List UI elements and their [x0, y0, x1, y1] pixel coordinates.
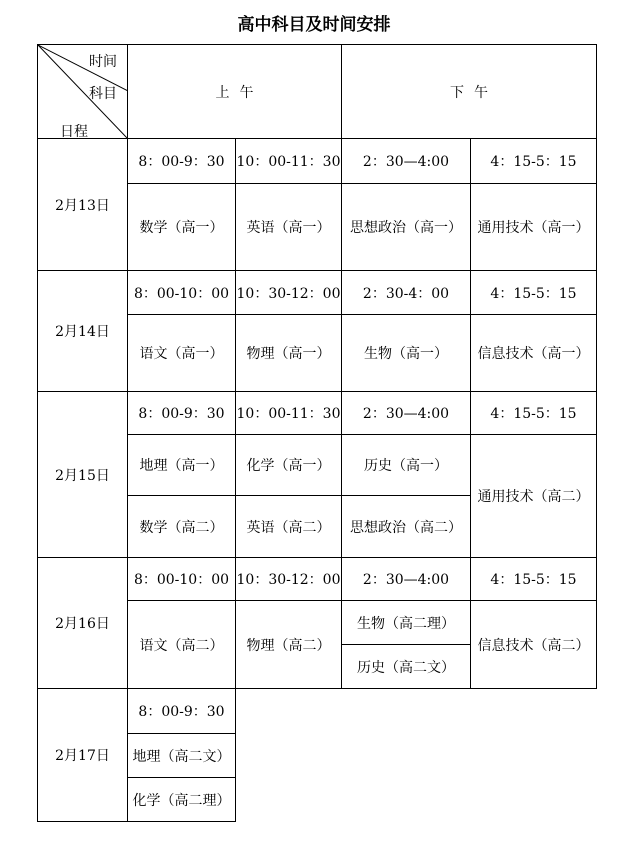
subject-cell: 思想政治（高一） — [342, 184, 471, 271]
time-cell: 2：30—4:00 — [342, 139, 471, 184]
page-title: 高中科目及时间安排 — [237, 15, 391, 35]
time-cell: 10：00-11：30 — [236, 139, 342, 184]
diagonal-header-cell — [38, 45, 128, 139]
subject-cell: 语文（高一） — [128, 315, 236, 392]
subject-cell: 信息技术（高一） — [471, 315, 597, 392]
afternoon-label: 下午 — [450, 84, 498, 101]
time-cell: 10：30-12：00 — [236, 271, 342, 315]
schedule-table — [37, 44, 597, 822]
header-afternoon — [342, 45, 597, 139]
time-cell: 4：15-5：15 — [471, 392, 597, 435]
time-cell: 10：30-12：00 — [236, 558, 342, 601]
date-cell: 2月16日 — [38, 558, 128, 689]
time-cell: 8：00-9：30 — [128, 689, 236, 734]
subject-cell: 地理（高一） — [128, 435, 236, 496]
date-cell: 2月15日 — [38, 392, 128, 558]
date-cell: 2月13日 — [38, 139, 128, 271]
subject-cell: 物理（高一） — [236, 315, 342, 392]
time-cell: 8：00-9：30 — [128, 392, 236, 435]
morning-label: 上午 — [215, 84, 264, 101]
header-subject-label: 科目 — [89, 86, 117, 102]
time-cell: 8：00-10：00 — [128, 271, 236, 315]
date-cell: 2月17日 — [38, 689, 128, 822]
time-cell: 8：00-10：00 — [128, 558, 236, 601]
time-cell: 8：00-9：30 — [128, 139, 236, 184]
empty-cell — [236, 689, 597, 822]
time-cell: 4：15-5：15 — [471, 271, 597, 315]
subject-cell: 信息技术（高二） — [471, 601, 597, 689]
subject-cell: 生物（高二理） — [342, 601, 471, 645]
subject-cell: 英语（高二） — [236, 496, 342, 558]
subject-cell: 语文（高二） — [128, 601, 236, 689]
header-date-label: 日程 — [60, 124, 88, 139]
subject-cell: 数学（高二） — [128, 496, 236, 558]
time-cell: 2：30-4：00 — [342, 271, 471, 315]
header-morning — [128, 45, 342, 139]
date-cell: 2月14日 — [38, 271, 128, 392]
time-cell: 2：30—4:00 — [342, 558, 471, 601]
subject-cell: 数学（高一） — [128, 184, 236, 271]
subject-cell: 物理（高二） — [236, 601, 342, 689]
subject-cell: 历史（高一） — [342, 435, 471, 496]
subject-cell: 英语（高一） — [236, 184, 342, 271]
header-time-label: 时间 — [89, 54, 117, 70]
subject-cell: 化学（高一） — [236, 435, 342, 496]
time-cell: 4：15-5：15 — [471, 139, 597, 184]
subject-cell: 化学（高二理） — [128, 778, 236, 822]
subject-cell: 生物（高一） — [342, 315, 471, 392]
subject-cell: 通用技术（高一） — [471, 184, 597, 271]
time-cell: 10：00-11：30 — [236, 392, 342, 435]
subject-cell: 思想政治（高二） — [342, 496, 471, 558]
time-cell: 2：30—4:00 — [342, 392, 471, 435]
subject-cell: 历史（高二文） — [342, 645, 471, 689]
subject-cell: 通用技术（高二） — [471, 435, 597, 558]
subject-cell: 地理（高二文） — [128, 734, 236, 778]
time-cell: 4：15-5：15 — [471, 558, 597, 601]
